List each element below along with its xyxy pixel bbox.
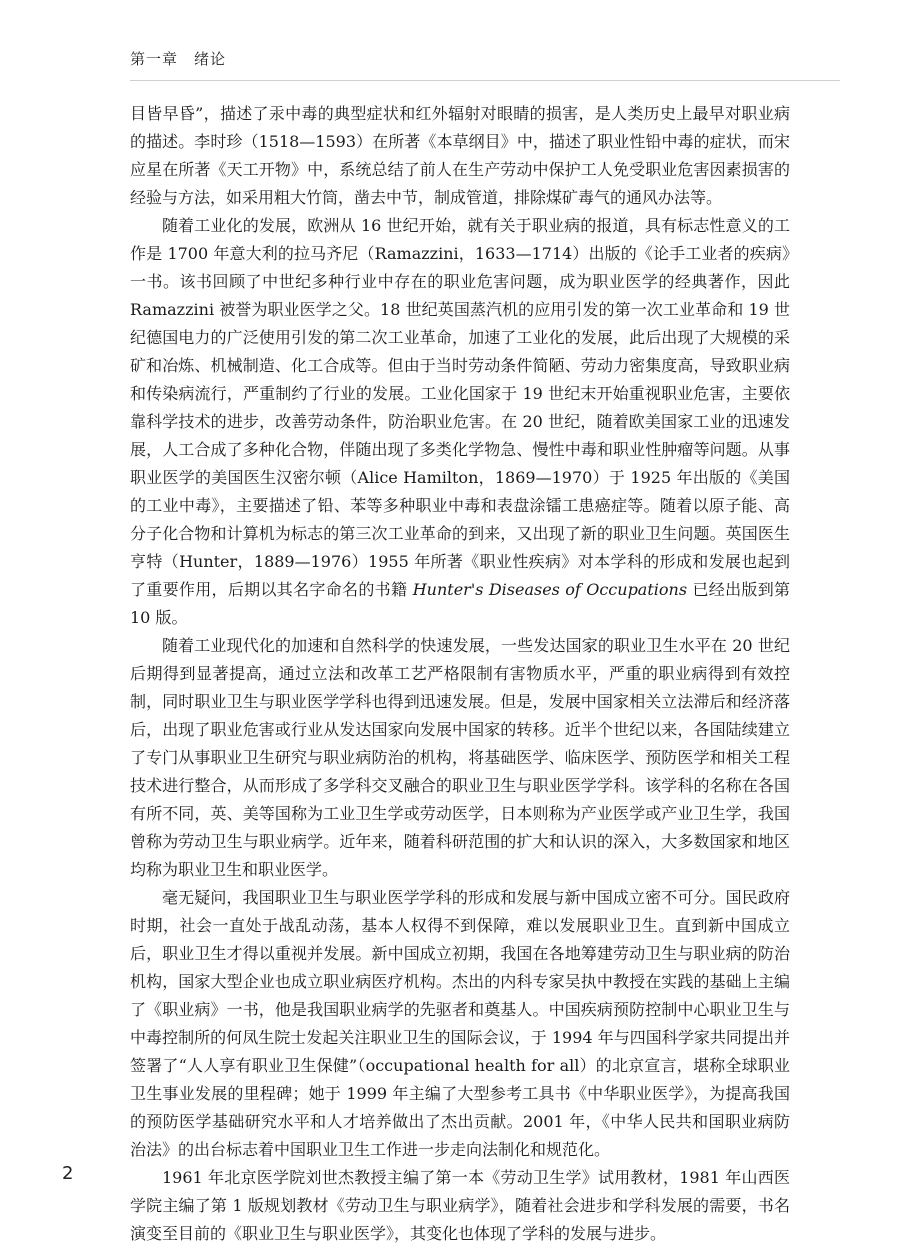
paragraph-5: 1961 年北京医学院刘世杰教授主编了第一本《劳动卫生学》试用教材，1981 年山西医学院主编了第 1 版规划教材《劳动卫生与职业病学》，随着社会进步和学科发展的需要，书名演变至目前的《职业卫生与职业医学》，其变化也体现了学科的发展与进步。 — [130, 1168, 790, 1243]
book-title-italic: Hunter's Diseases of Occupations — [412, 580, 688, 599]
page-number: 2 — [62, 1163, 74, 1184]
paragraph-2 — [130, 212, 790, 632]
paragraph-2-text-after: 已经出版到第 10 版。 — [130, 580, 791, 627]
running-header: 第一章 绪论 — [130, 50, 227, 68]
paragraph-2-text-before: 随着工业化的发展，欧洲从 16 世纪开始，就有关于职业病的报道，具有标志性意义的工作是 1700 年意大利的拉马齐尼（Ramazzini，1633—1714）出版的《论手工业者的疾病》一书。该书回顾了中世纪多种行业中存在的职业危害问题，成为职业医学的经典著作，因此 Ramazzini 被誉为职业医学之父。18 世纪英国蒸汽机的应用引发的第一次工业革命和 19 世纪德国电力的广泛使用引发的第二次工业革命，加速了工业化的发展，此后出现了大规模的采矿和冶炼、机械制造、化工合成等。但由于当时劳动条件简陋、劳动力密集度高，导致职业病和传染病流行，严重制约了行业的发展。工业化国家于 19 世纪末开始重视职业危害，主要依靠科学技术的进步，改善劳动条件，防治职业危害。在 20 世纪，随着欧美国家工业的迅速发展，人工合成了多种化合物，伴随出现了多类化学物急、慢性中毒和职业性肿瘤等问题。从事职业医学的美国医生汉密尔顿（Alice Hamilton，1869—1970）于 1925 年出版的《美国的工业中毒》，主要描述了铅、苯等多种职业中毒和表盘涂镭工患癌症等。随着以原子能、高分子化合物和计算机为标志的第三次工业革命的到来，又出现了新的职业卫生问题。英国医生亨特（Hunter，1889—1976）1955 年所著《职业性疾病》对本学科的形成和发展也起到了重要作用，后期以其名字命名的书籍 — [130, 216, 790, 599]
header-rule — [130, 80, 840, 81]
paragraph-4: 毫无疑问，我国职业卫生与职业医学学科的形成和发展与新中国成立密不可分。国民政府时期，社会一直处于战乱动荡，基本人权得不到保障，难以发展职业卫生。直到新中国成立后，职业卫生才得以重视并发展。新中国成立初期，我国在各地筹建劳动卫生与职业病的防治机构，国家大型企业也成立职业病医疗机构。杰出的内科专家吴执中教授在实践的基础上主编了《职业病》一书，他是我国职业病学的先驱者和奠基人。中国疾病预防控制中心职业卫生与中毒控制所的何凤生院士发起关注职业卫生的国际会议，于 1994 年与四国科学家共同提出并签署了“人人享有职业卫生保健”（occupational health for all）的北京宣言，堪称全球职业卫生事业发展的里程碑；她于 1999 年主编了大型参考工具书《中华职业医学》，为提高我国的预防医学基础研究水平和人才培养做出了杰出贡献。2001 年，《中华人民共和国职业病防治法》的出台标志着中国职业卫生工作进一步走向法制化和规范化。 — [130, 888, 790, 1159]
body-text — [130, 100, 790, 1248]
paragraph-3: 随着工业现代化的加速和自然科学的快速发展，一些发达国家的职业卫生水平在 20 世纪后期得到显著提高，通过立法和改革工艺严格限制有害物质水平，严重的职业病得到有效控制，同时职业卫生与职业医学学科也得到迅速发展。但是，发展中国家相关立法滞后和经济落后，出现了职业危害或行业从发达国家向发展中国家的转移。近半个世纪以来，各国陆续建立了专门从事职业卫生研究与职业病防治的机构，将基础医学、临床医学、预防医学和相关工程技术进行整合，从而形成了多学科交叉融合的职业卫生与职业医学学科。该学科的名称在各国有所不同，英、美等国称为工业卫生学或劳动医学，日本则称为产业医学或产业卫生学，我国曾称为劳动卫生与职业病学。近年来，随着科研范围的扩大和认识的深入，大多数国家和地区均称为职业卫生和职业医学。 — [130, 636, 790, 879]
paragraph-1: 目皆早昏”，描述了汞中毒的典型症状和红外辐射对眼睛的损害，是人类历史上最早对职业病的描述。李时珍（1518—1593）在所著《本草纲目》中，描述了职业性铅中毒的症状，而宋应星在所著《天工开物》中，系统总结了前人在生产劳动中保护工人免受职业危害因素损害的经验与方法，如采用粗大竹筒，凿去中节，制成管道，排除煤矿毒气的通风办法等。 — [130, 104, 790, 207]
